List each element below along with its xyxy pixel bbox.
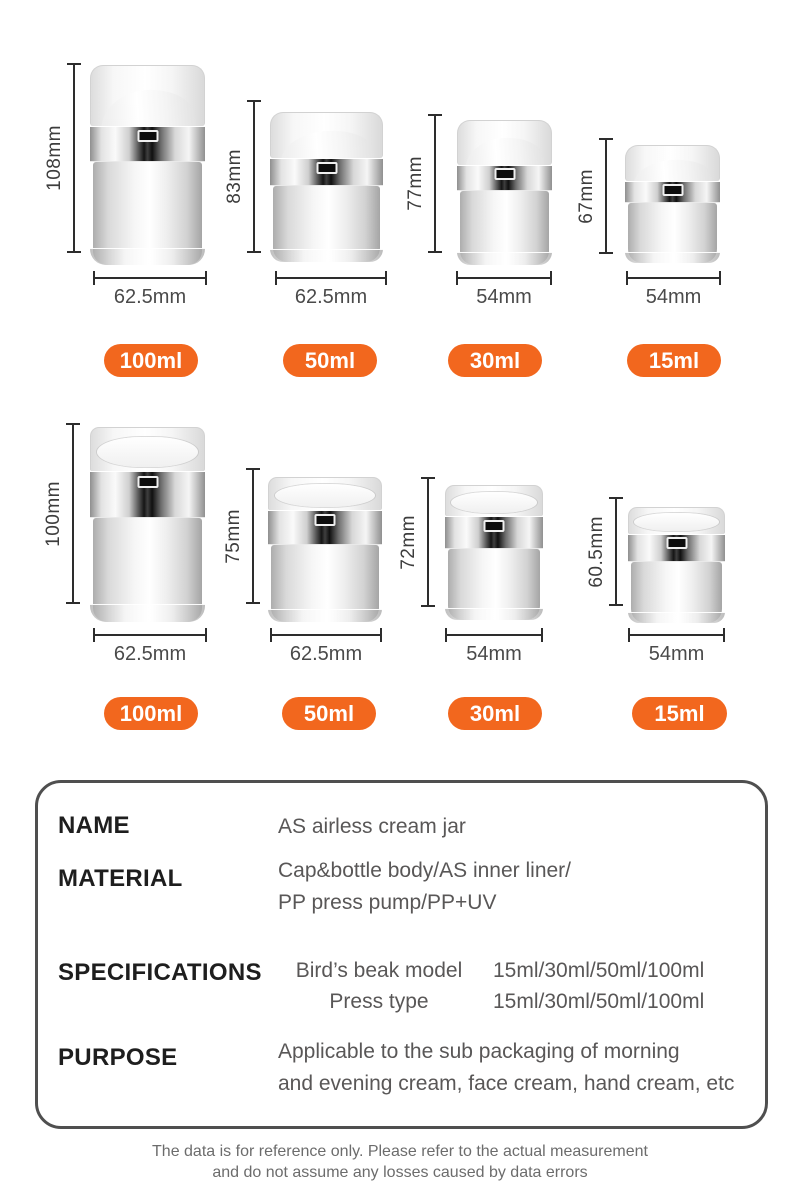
diameter-label: 62.5mm	[294, 286, 368, 308]
volume-badge-100ml-press: 100ml	[104, 697, 198, 730]
spec-row-name-label: NAME	[58, 812, 130, 839]
spec-row-material-value-line1: Cap&bottle body/AS inner liner/	[278, 859, 572, 882]
volume-badge-15ml-press: 15ml	[632, 697, 727, 730]
jar-collar	[90, 471, 205, 518]
volume-badge-50ml-press: 50ml	[282, 697, 376, 730]
height-label: 108mm	[44, 125, 65, 191]
jar-cap	[625, 145, 720, 181]
volume-badge-100ml-beak: 100ml	[104, 344, 198, 377]
height-dimension-30ml-beak	[405, 114, 436, 253]
height-label: 77mm	[405, 156, 426, 211]
diameter-dimension-50ml-beak	[275, 277, 387, 309]
disclaimer-line-2: and do not assume any losses caused by data errors	[212, 1164, 588, 1181]
jar-cap	[268, 477, 382, 510]
spec-table	[35, 780, 768, 1129]
volume-badge-50ml-beak: 50ml	[283, 344, 377, 377]
height-dimension-50ml-beak	[224, 100, 255, 253]
jar-dose-window	[662, 184, 683, 196]
height-dimension-100ml-beak	[44, 63, 75, 253]
jar-pump-head	[99, 87, 197, 126]
volume-badge-30ml-press: 30ml	[448, 697, 542, 730]
spec-row-purpose-label: PURPOSE	[58, 1044, 178, 1071]
jar-body	[448, 549, 540, 620]
spec-row-material-label: MATERIAL	[58, 865, 183, 892]
jar-dose-window	[484, 520, 505, 532]
jar-cap	[90, 65, 205, 126]
jar-cap	[628, 507, 725, 534]
jar-photo-30ml-beak	[457, 120, 552, 265]
jar-body	[93, 162, 202, 265]
jar-body	[273, 186, 380, 263]
diameter-label: 54mm	[645, 286, 702, 308]
disclaimer-line-1: The data is for reference only. Please refer to the actual measurement	[152, 1143, 648, 1160]
spec-row-name-value: AS airless cream jar	[278, 815, 466, 838]
height-label: 100mm	[43, 480, 64, 547]
jar-body	[460, 191, 549, 265]
jar-dose-window	[494, 168, 515, 180]
diameter-label: 62.5mm	[113, 643, 187, 665]
diameter-dimension-30ml-press	[445, 634, 543, 666]
dimension-line	[445, 634, 543, 636]
jar-photo-100ml-press	[90, 427, 205, 622]
jar-body	[271, 545, 379, 622]
volume-badge-30ml-beak: 30ml	[448, 344, 542, 377]
jar-photo-15ml-beak	[625, 145, 720, 263]
diameter-label: 62.5mm	[289, 643, 363, 665]
jar-pump-head	[633, 157, 713, 181]
dimension-line	[252, 468, 254, 604]
height-dimension-50ml-press	[223, 468, 254, 604]
jar-pump-disc	[634, 513, 720, 531]
jar-cap	[270, 112, 383, 158]
spec-row-material-value-line2: PP press pump/PP+UV	[278, 891, 497, 914]
jar-dose-window	[316, 162, 337, 174]
jar-photo-15ml-press	[628, 507, 725, 623]
height-dimension-15ml-beak	[576, 138, 607, 254]
jar-dose-window	[315, 514, 336, 526]
dimension-line	[628, 634, 725, 636]
diameter-dimension-30ml-beak	[456, 277, 552, 309]
spec-model-1: Bird’s beak model	[295, 959, 463, 982]
jar-body	[631, 562, 722, 623]
jar-dose-window	[137, 130, 158, 142]
spec-model-2: Press type	[329, 990, 429, 1013]
diameter-dimension-15ml-beak	[626, 277, 721, 309]
jar-photo-50ml-beak	[270, 112, 383, 262]
jar-pump-disc	[275, 484, 376, 507]
dimension-line	[626, 277, 721, 279]
dimension-line	[456, 277, 552, 279]
height-dimension-100ml-press	[43, 423, 74, 604]
jar-photo-30ml-press	[445, 485, 543, 620]
diameter-dimension-50ml-press	[270, 634, 382, 666]
jar-collar	[628, 534, 725, 563]
jar-pump-disc	[97, 437, 199, 468]
dimension-line	[434, 114, 436, 253]
dimension-line	[427, 477, 429, 607]
dimension-line	[72, 423, 74, 604]
height-dimension-30ml-press	[398, 477, 429, 607]
height-label: 72mm	[398, 514, 419, 570]
jar-photo-50ml-press	[268, 477, 382, 622]
height-label: 60.5mm	[586, 515, 607, 588]
spec-sizes-1: 15ml/30ml/50ml/100ml	[493, 959, 705, 982]
dimension-line	[93, 277, 207, 279]
jar-cap	[90, 427, 205, 471]
jar-body	[628, 203, 717, 263]
diameter-label: 54mm	[466, 643, 522, 665]
spec-row-specifications-label: SPECIFICATIONS	[58, 959, 262, 986]
jar-pump-disc	[451, 492, 537, 513]
spec-row-purpose-value-line2: and evening cream, face cream, hand cream, etc	[278, 1072, 735, 1095]
jar-dose-window	[666, 537, 687, 549]
jar-dose-window	[137, 476, 158, 488]
dimension-line	[615, 497, 617, 606]
jar-collar	[457, 165, 552, 192]
diameter-dimension-15ml-press	[628, 634, 725, 666]
dimension-line	[270, 634, 382, 636]
jar-collar	[270, 158, 383, 186]
diameter-label: 54mm	[476, 286, 532, 308]
dimension-line	[73, 63, 75, 253]
jar-pump-head	[464, 136, 544, 165]
jar-cap	[457, 120, 552, 165]
jar-collar	[90, 126, 205, 162]
dimension-line	[605, 138, 607, 254]
height-label: 67mm	[576, 168, 597, 224]
diameter-label: 54mm	[648, 643, 705, 665]
height-dimension-15ml-press	[586, 497, 617, 606]
diameter-dimension-100ml-beak	[93, 277, 207, 309]
diameter-dimension-100ml-press	[93, 634, 207, 666]
diameter-label: 62.5mm	[113, 286, 187, 308]
dimension-line	[275, 277, 387, 279]
dimension-line	[93, 634, 207, 636]
jar-photo-100ml-beak	[90, 65, 205, 265]
height-label: 83mm	[224, 149, 245, 204]
jar-collar	[445, 516, 543, 549]
spec-row-purpose-value-line1: Applicable to the sub packaging of morning	[278, 1040, 680, 1063]
dimension-line	[253, 100, 255, 253]
jar-cap	[445, 485, 543, 516]
height-label: 75mm	[223, 508, 244, 564]
spec-sizes-2: 15ml/30ml/50ml/100ml	[493, 990, 705, 1013]
jar-collar	[625, 181, 720, 203]
jar-body	[93, 518, 202, 622]
jar-pump-head	[279, 128, 374, 158]
jar-collar	[268, 510, 382, 545]
volume-badge-15ml-beak: 15ml	[627, 344, 721, 377]
